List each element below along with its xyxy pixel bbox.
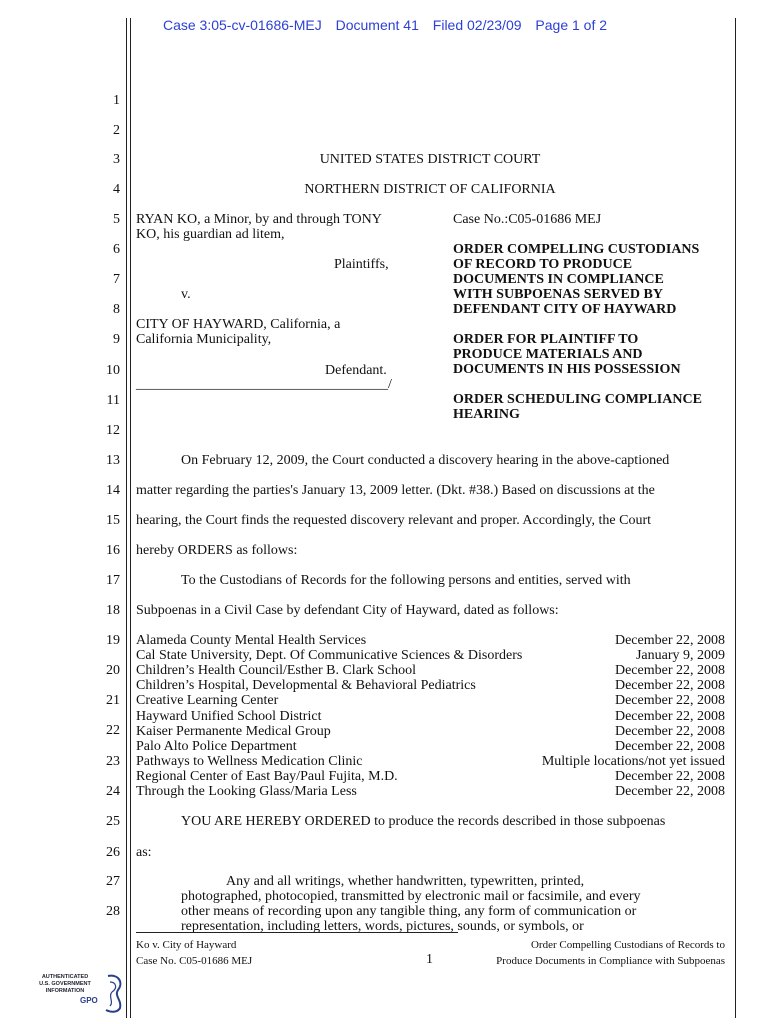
quote-line: representation, including letters, words, pictures, sounds, or symbols, or — [181, 919, 584, 934]
line-number: 4 — [113, 182, 120, 197]
line-number: 5 — [113, 212, 120, 227]
quote-line: photographed, photocopied, transmitted by electronic mail or facsimile, and every — [181, 889, 641, 904]
order-plaintiff-title — [453, 332, 681, 377]
eagle-icon — [100, 972, 126, 1014]
order-title-line: HEARING — [453, 407, 520, 422]
gpo-authentication-logo — [18, 972, 128, 1020]
subpoena-date: December 22, 2008 — [614, 663, 725, 678]
left-margin-rule-inner — [130, 18, 131, 1018]
order-title-line: ORDER SCHEDULING COMPLIANCE — [453, 392, 702, 407]
line-number: 2 — [113, 123, 120, 138]
order-title-line: DOCUMENTS IN HIS POSSESSION — [453, 362, 681, 377]
plaintiff-name: RYAN KO, a Minor, by and through TONY — [136, 212, 382, 227]
line-number: 17 — [106, 573, 120, 588]
quote-line: Any and all writings, whether handwritten, typewritten, printed, — [226, 874, 585, 889]
subpoena-date: December 22, 2008 — [614, 739, 725, 754]
line-number: 8 — [113, 302, 120, 317]
order-compelling-title — [453, 242, 699, 317]
ecf-header — [0, 17, 770, 33]
quote-line: other means of recording upon any tangible thing, any form of communication or — [181, 904, 637, 919]
subpoena-entity: Through the Looking Glass/Maria Less — [136, 784, 357, 799]
body-line: Subpoenas in a Civil Case by defendant City of Hayward, dated as follows: — [136, 603, 559, 618]
subpoena-entity: Cal State University, Dept. Of Communicative Sciences & Disorders — [136, 648, 523, 663]
line-number: 21 — [106, 693, 120, 708]
left-margin-rule — [126, 18, 127, 1018]
subpoena-entity: Palo Alto Police Department — [136, 739, 297, 754]
subpoena-date: December 22, 2008 — [614, 724, 725, 739]
subpoena-date: December 22, 2008 — [614, 678, 725, 693]
line-number: 1 — [113, 93, 120, 108]
court-district: NORTHERN DISTRICT OF CALIFORNIA — [304, 182, 556, 197]
order-title-line: PRODUCE MATERIALS AND — [453, 347, 643, 362]
line-number: 7 — [113, 272, 120, 287]
body-line: hereby ORDERS as follows: — [136, 543, 298, 558]
line-number: 18 — [106, 603, 120, 618]
subpoena-entity: Hayward Unified School District — [136, 709, 322, 724]
line-number: 13 — [106, 453, 120, 468]
line-number: 9 — [113, 332, 120, 347]
subpoena-entity: Children’s Health Council/Esther B. Clark School — [136, 663, 416, 678]
footer-rule — [136, 932, 458, 933]
order-title-line: ORDER FOR PLAINTIFF TO — [453, 332, 639, 347]
line-number: 24 — [106, 784, 120, 799]
subpoena-date: December 22, 2008 — [614, 769, 725, 784]
order-title-line: OF RECORD TO PRODUCE — [453, 257, 633, 272]
body-line: On February 12, 2009, the Court conducted a discovery hearing in the above-captioned — [181, 453, 670, 468]
body-line: as: — [136, 845, 152, 860]
caption-underline: ____________________________________/ — [136, 377, 392, 392]
gpo-text: INFORMATION — [45, 988, 85, 994]
defendant-label: Defendant. — [325, 363, 387, 378]
line-number: 25 — [106, 814, 120, 829]
subpoena-entity: Kaiser Permanente Medical Group — [136, 724, 331, 739]
line-number: 11 — [106, 393, 120, 408]
footer-case-title: Ko v. City of Hayward — [136, 939, 237, 951]
plaintiffs-label: Plaintiffs, — [334, 257, 389, 272]
body-line: matter regarding the parties's January 13, 2009 letter. (Dkt. #38.) Based on discussions at the — [136, 483, 655, 498]
order-title-line: WITH SUBPOENAS SERVED BY — [453, 287, 663, 302]
header-filed-date: Filed 02/23/09 — [432, 17, 522, 33]
subpoena-date: January 9, 2009 — [635, 648, 725, 663]
line-number: 27 — [106, 874, 120, 889]
line-number: 6 — [113, 242, 120, 257]
line-number: 14 — [106, 483, 120, 498]
line-number: 28 — [106, 904, 120, 919]
subpoena-entity: Alameda County Mental Health Services — [136, 633, 367, 648]
line-number: 22 — [106, 723, 120, 738]
body-line: hearing, the Court finds the requested discovery relevant and proper. Accordingly, the Court — [136, 513, 651, 528]
body-line: YOU ARE HEREBY ORDERED to produce the records described in those subpoenas — [181, 814, 666, 829]
defendant-description: California Municipality, — [136, 332, 272, 347]
line-number: 15 — [106, 513, 120, 528]
defendant-name: CITY OF HAYWARD, California, a — [136, 317, 341, 332]
subpoena-date: December 22, 2008 — [614, 784, 725, 799]
subpoena-entity: Children’s Hospital, Developmental & Behavioral Pediatrics — [136, 678, 476, 693]
line-number: 12 — [106, 423, 120, 438]
gpo-text: AUTHENTICATED — [41, 974, 89, 980]
body-line: To the Custodians of Records for the following persons and entities, served with — [181, 573, 631, 588]
order-title-line: ORDER COMPELLING CUSTODIANS — [453, 242, 700, 257]
subpoena-date: Multiple locations/not yet issued — [541, 754, 725, 769]
right-margin-rule — [735, 18, 736, 1018]
footer-order-title-2: Produce Documents in Compliance with Subpoenas — [496, 955, 725, 967]
line-number: 20 — [106, 663, 120, 678]
line-number: 10 — [106, 363, 120, 378]
subpoena-date: December 22, 2008 — [614, 693, 725, 708]
versus: v. — [181, 287, 191, 302]
subpoena-date: December 22, 2008 — [614, 633, 725, 648]
order-title-line: DOCUMENTS IN COMPLIANCE — [453, 272, 664, 287]
subpoena-date: December 22, 2008 — [614, 709, 725, 724]
plaintiff-guardian: KO, his guardian ad litem, — [136, 227, 285, 242]
header-page: Page 1 of 2 — [535, 17, 608, 33]
footer-order-title-1: Order Compelling Custodians of Records to — [530, 939, 725, 951]
line-number: 23 — [106, 754, 120, 769]
footer-case-number: Case No. C05-01686 MEJ — [136, 955, 253, 967]
line-number: 3 — [113, 152, 120, 167]
order-title-line: DEFENDANT CITY OF HAYWARD — [453, 302, 677, 317]
case-number: Case No.:C05-01686 MEJ — [453, 212, 602, 227]
order-hearing-title — [453, 392, 702, 422]
line-number: 26 — [106, 845, 120, 860]
header-document-number: Document 41 — [335, 17, 419, 33]
line-number: 19 — [106, 633, 120, 648]
footer-page-number: 1 — [426, 952, 433, 967]
subpoena-entity: Creative Learning Center — [136, 693, 279, 708]
court-name: UNITED STATES DISTRICT COURT — [319, 152, 541, 167]
subpoena-entity: Pathways to Wellness Medication Clinic — [136, 754, 363, 769]
line-number: 16 — [106, 543, 120, 558]
gpo-text: U.S. GOVERNMENT — [39, 981, 91, 987]
header-case-number: Case 3:05-cv-01686-MEJ — [162, 17, 322, 33]
gpo-mark: GPO — [80, 996, 98, 1005]
subpoena-entity: Regional Center of East Bay/Paul Fujita, M.D. — [136, 769, 398, 784]
